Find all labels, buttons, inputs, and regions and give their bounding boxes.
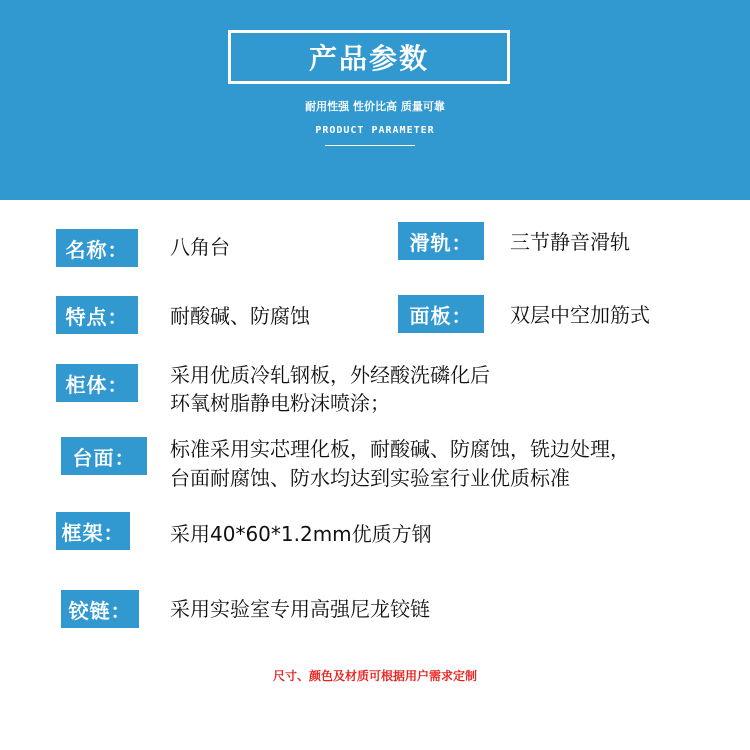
param-label-countertop: 台面： (61, 437, 147, 475)
param-label-name: 名称： (56, 229, 138, 267)
customization-note: 尺寸、颜色及材质可根据用户需求定制 (272, 669, 477, 683)
page-title: 产品参数 (228, 30, 510, 84)
header-banner (0, 0, 750, 200)
param-label-frame: 框架： (56, 512, 130, 550)
header-divider (325, 145, 415, 146)
param-value-hinge: 采用实验室专用高强尼龙铰链 (170, 597, 430, 621)
param-value-countertop-line1: 标准采用实芯理化板，耐酸碱、防腐蚀，铣边处理， (170, 437, 630, 461)
param-value-frame: 采用40*60*1.2mm优质方钢 (170, 522, 432, 546)
param-value-cabinet-line2: 环氧树脂静电粉沫喷涂； (170, 391, 390, 415)
param-value-rail: 三节静音滑轨 (510, 230, 630, 254)
param-label-cabinet: 柜体： (56, 364, 138, 402)
param-label-hinge: 铰链： (61, 590, 139, 628)
param-value-cabinet-line1: 采用优质冷轧钢板，外经酸洗磷化后 (170, 363, 490, 387)
param-value-feature: 耐酸碱、防腐蚀 (170, 304, 310, 328)
param-label-feature: 特点： (56, 296, 138, 334)
param-label-rail: 滑轨： (398, 222, 484, 260)
param-value-name: 八角台 (170, 235, 230, 259)
header-subtitle-en: PRODUCT PARAMETER (315, 125, 435, 136)
header-subtitle: 耐用性强 性价比高 质量可靠 (305, 100, 445, 113)
param-label-panel: 面板： (398, 295, 484, 333)
param-value-countertop-line2: 台面耐腐蚀、防水均达到实验室行业优质标准 (170, 466, 570, 490)
param-value-panel: 双层中空加筋式 (510, 303, 650, 327)
